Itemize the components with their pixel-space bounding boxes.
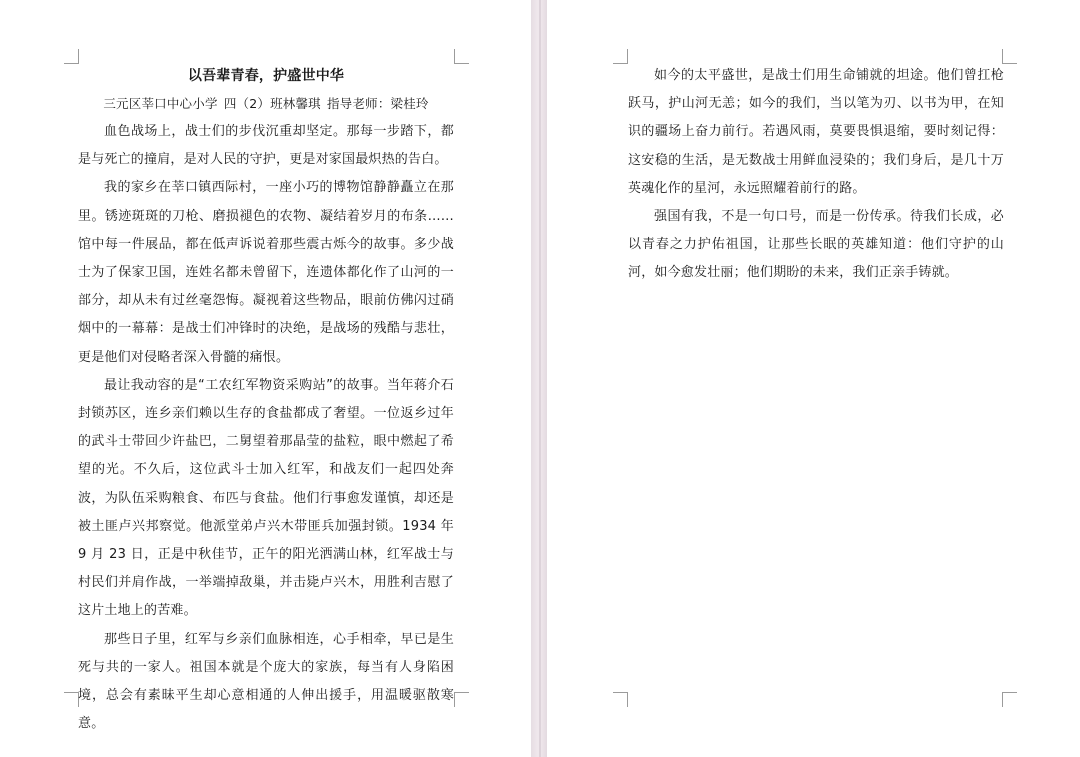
crop-mark-bottom-right — [454, 692, 469, 707]
page-1-content — [78, 62, 454, 738]
paragraph: 如今的太平盛世，是战士们用生命铺就的坦途。他们曾扛枪跃马，护山河无恙；如今的我们，当以笔为刃、以书为甲，在知识的疆场上奋力前行。若遇风雨，莫要畏惧退缩，要时刻记得：这安稳的生活，是无数战士用鲜血浸染的；我们身后，是几十万英魂化作的星河，永远照耀着前行的路。 — [628, 68, 1004, 196]
crop-mark-bottom-right — [1002, 692, 1017, 707]
paragraph: 最让我动容的是“工农红军物资采购站”的故事。当年蒋介石封锁苏区，连乡亲们赖以生存的食盐都成了奢望。一位返乡过年的武斗士带回少许盐巴，二舅望着那晶莹的盐粒，眼中燃起了希望的光。不久后，这位武斗士加入红军，和战友们一起四处奔波，为队伍采购粮食、布匹与食盐。他们行事愈发谨慎，却还是被土匪卢兴邦察觉。他派堂弟卢兴木带匪兵加强封锁。1934 年 9 月 23 日，正是中秋佳节，正午的阳光洒满山林，红军战士与村民们并肩作战，一举端掉敌巢，并击毙卢兴木，用胜利吉慰了这片土地上的苦难。 — [78, 377, 454, 619]
crop-mark-bottom-left — [64, 692, 79, 707]
crop-mark-bottom-left — [613, 692, 628, 707]
author-byline: 三元区莘口中心小学 四（2）班林馨琪 指导老师：梁桂玲 — [103, 96, 429, 111]
paragraph: 那些日子里，红军与乡亲们血脉相连，心手相牵，早已是生死与共的一家人。祖国本就是个庞大的家族，每当有人身陷困境，总会有素昧平生却心意相通的人伸出援手，用温暖驱散寒意。 — [78, 631, 454, 732]
crop-mark-top-left — [64, 49, 79, 64]
paragraph: 强国有我，不是一句口号，而是一份传承。待我们长成，必以青春之力护佑祖国，让那些长眠的英雄知道：他们守护的山河，如今愈发壮丽；他们期盼的未来，我们正亲手铸就。 — [628, 209, 1004, 281]
paragraph: 我的家乡在莘口镇西际村，一座小巧的博物馆静静矗立在那里。锈迹斑斑的刀枪、磨损褪色的农物、凝结着岁月的布条……馆中每一件展品，都在低声诉说着那些震古烁今的故事。多少战士为了保家卫国，连姓名都未曾留下，连遗体都化作了山河的一部分，却从未有过丝毫怨悔。凝视着这些物品，眼前仿佛闪过硝烟中的一幕幕：是战士们冲锋时的决绝，是战场的残酷与悲壮，更是他们对侵略者深入骨髓的痛恨。 — [78, 180, 454, 365]
crop-mark-top-left — [613, 49, 628, 64]
paragraph: 血色战场上，战士们的步伐沉重却坚定。那每一步踏下，都是与死亡的撞肩，是对人民的守护，更是对家国最炽热的告白。 — [78, 124, 454, 168]
page-divider — [539, 0, 541, 757]
crop-mark-top-right — [454, 49, 469, 64]
crop-mark-top-right — [1002, 49, 1017, 64]
page-1 — [0, 0, 531, 757]
page-2-content — [628, 62, 1004, 288]
document-title: 以吾辈青春，护盛世中华 — [187, 68, 345, 84]
